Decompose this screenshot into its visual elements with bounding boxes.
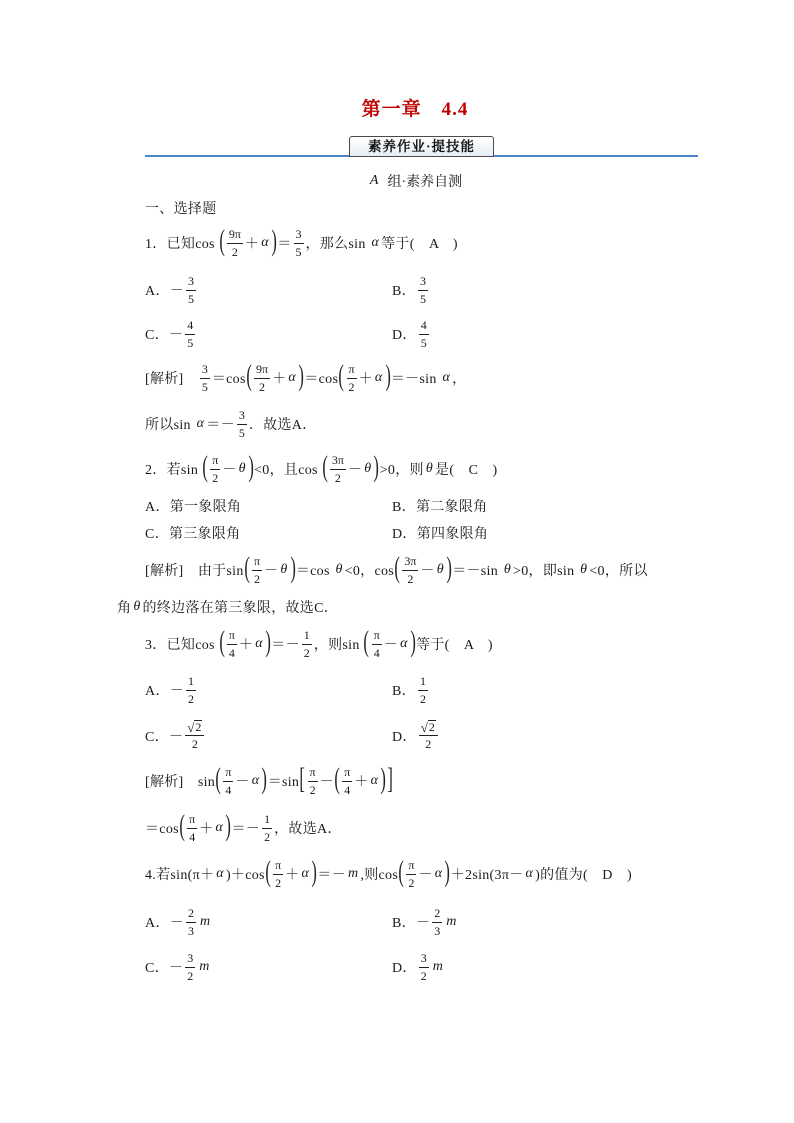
text-run: － — [235, 775, 250, 790]
math-symbol: m — [199, 959, 210, 974]
text-run: ＝－ — [206, 418, 235, 433]
fraction-numerator: 3π — [402, 554, 418, 570]
fraction — [252, 554, 262, 586]
fraction-denominator: 2 — [188, 691, 195, 706]
math-symbol: α — [255, 636, 263, 651]
text-run: ＝－sin — [452, 564, 502, 579]
text-run: ，则sin — [313, 638, 364, 653]
text-run: D． — [392, 730, 417, 745]
fraction-numerator: 2 — [432, 906, 442, 922]
fraction-denominator: 2 — [187, 968, 194, 983]
fraction — [419, 720, 438, 752]
math-symbol: α — [215, 820, 224, 835]
question-1-option-c — [145, 314, 197, 354]
fraction — [419, 951, 429, 983]
math-symbol: θ — [425, 461, 434, 476]
text-run: A．－ — [145, 284, 185, 299]
close-bracket: ) — [265, 625, 271, 658]
fraction-denominator: 2 — [303, 645, 310, 660]
question-3-analysis-line-1 — [145, 761, 393, 801]
close-bracket: ) — [225, 809, 232, 842]
fraction-numerator: 3π — [330, 453, 346, 469]
open-bracket: [ — [299, 762, 306, 795]
fraction-numerator: 3 — [418, 274, 428, 290]
fraction-numerator: π — [308, 765, 318, 781]
text-run: 角 — [117, 601, 132, 616]
math-symbol: α — [216, 866, 224, 881]
fraction — [185, 951, 195, 983]
fraction-numerator: 3 — [185, 951, 195, 967]
text-run: A．第一象限角 — [145, 500, 242, 515]
open-bracket: ( — [321, 450, 328, 483]
text-run: B．第二象限角 — [392, 500, 488, 515]
fraction — [308, 765, 318, 797]
fraction-denominator: 2 — [419, 691, 426, 706]
text-run: ＋ — [272, 372, 287, 387]
text-run: <0，cos — [344, 564, 395, 579]
math-symbol: α — [371, 235, 380, 250]
math-symbol: m — [348, 866, 359, 881]
fraction-numerator: 4 — [185, 318, 195, 334]
text-run: B． — [392, 684, 416, 699]
text-run: － — [264, 564, 279, 579]
fraction-numerator: π — [252, 554, 262, 570]
fraction-denominator: 5 — [188, 291, 195, 306]
text-run: ＋ — [285, 868, 300, 883]
math-symbol: α — [251, 773, 260, 788]
open-bracket: ( — [218, 625, 225, 658]
fraction-denominator: 2 — [254, 571, 260, 586]
text-run: [解析] — [145, 372, 198, 387]
group-letter: A — [369, 173, 379, 188]
fraction-denominator: 4 — [373, 645, 380, 660]
close-bracket: ) — [248, 450, 254, 483]
fraction-denominator: 4 — [225, 782, 232, 797]
question-3-stem — [145, 624, 493, 664]
fraction-numerator: 9π — [227, 227, 243, 243]
text-run: 是( C ) — [435, 463, 498, 478]
fraction-denominator: 2 — [259, 379, 266, 394]
text-run: ， — [452, 372, 467, 387]
question-2-option-d — [392, 513, 488, 553]
question-1-analysis-line-1 — [145, 358, 466, 398]
group-title: 组·素养自测 — [387, 175, 463, 190]
question-3-analysis-line-2 — [145, 808, 342, 848]
question-4-stem — [145, 854, 632, 894]
close-bracket: ) — [289, 551, 296, 584]
math-symbol: α — [261, 235, 269, 250]
fraction-numerator: 1 — [186, 674, 196, 690]
open-bracket: ( — [215, 762, 222, 795]
text-run: ,则cos — [360, 868, 399, 883]
text-run: ＝－ — [231, 822, 261, 837]
text-run: ＝－ — [317, 868, 346, 883]
text-run: ＝cos — [304, 372, 339, 387]
question-1-option-b — [392, 270, 430, 310]
text-run: ＝cos — [295, 564, 334, 579]
open-bracket: ( — [265, 855, 271, 888]
close-bracket: ) — [298, 359, 305, 392]
fraction — [186, 274, 196, 306]
close-bracket: ) — [261, 762, 268, 795]
fraction-numerator: 3 — [200, 362, 210, 378]
math-symbol: α — [288, 370, 297, 385]
text-run: C．－ — [145, 730, 184, 745]
section-heading: 一、选择题 — [145, 202, 217, 217]
math-symbol: θ — [580, 562, 588, 577]
open-bracket: ( — [179, 809, 185, 842]
question-3-option-d — [392, 716, 440, 756]
math-symbol: α — [400, 636, 408, 651]
fraction-denominator: 2 — [408, 875, 415, 890]
radical-sign: √ — [420, 720, 428, 736]
fraction-denominator: 5 — [201, 379, 208, 394]
close-bracket: ) — [410, 625, 416, 658]
fraction-numerator: 1 — [262, 812, 272, 828]
fraction-numerator: π — [273, 858, 283, 874]
question-3-option-b — [392, 670, 430, 710]
open-bracket: ( — [334, 762, 340, 795]
math-symbol: θ — [364, 461, 372, 476]
text-run: ，那么sin — [305, 237, 370, 252]
text-run: B．－ — [392, 916, 431, 931]
fraction-numerator: π — [223, 765, 233, 781]
fraction-numerator: π — [372, 628, 382, 644]
math-symbol: m — [446, 914, 457, 929]
fraction-denominator: 3 — [188, 923, 195, 938]
math-symbol: θ — [335, 562, 343, 577]
fraction-numerator — [419, 720, 438, 736]
math-symbol: m — [200, 914, 211, 929]
text-run: C．－ — [145, 328, 184, 343]
fraction — [294, 227, 304, 259]
fraction — [302, 628, 312, 660]
fraction-numerator: 4 — [419, 318, 429, 334]
text-run: ＝－sin — [390, 372, 441, 387]
fraction-numerator: π — [187, 812, 197, 828]
text-run: )＋cos — [225, 868, 265, 883]
math-symbol: α — [374, 370, 383, 385]
math-symbol: α — [196, 416, 205, 431]
fraction-numerator: π — [347, 362, 357, 378]
text-run: B． — [392, 284, 416, 299]
fraction-numerator: 1 — [418, 674, 428, 690]
fraction-numerator — [185, 720, 204, 736]
fraction-denominator: 5 — [420, 335, 427, 350]
fraction-denominator: 2 — [425, 737, 432, 752]
fraction — [419, 318, 429, 350]
fraction-numerator: 9π — [254, 362, 270, 378]
text-run: ，故选A． — [274, 822, 342, 837]
fraction — [185, 318, 195, 350]
open-bracket: ( — [202, 450, 208, 483]
page-title: 第一章 4.4 — [361, 99, 469, 120]
fraction — [330, 453, 346, 485]
text-run: A．－ — [145, 684, 185, 699]
question-1-option-d — [392, 314, 431, 354]
fraction-numerator: π — [406, 858, 416, 874]
fraction — [372, 628, 382, 660]
fraction-numerator: 1 — [302, 628, 312, 644]
fraction — [347, 362, 357, 394]
text-run: D． — [392, 328, 417, 343]
math-symbol: θ — [436, 562, 444, 577]
fraction-denominator: 2 — [212, 470, 219, 485]
text-run: ＋2sin(3π－ — [450, 868, 524, 883]
fraction — [200, 362, 210, 394]
close-bracket: ) — [311, 855, 318, 888]
text-run: 等于( A ) — [381, 237, 458, 252]
fraction-denominator: 5 — [419, 291, 426, 306]
fraction — [237, 408, 247, 440]
text-run: 1．已知cos — [145, 237, 219, 252]
question-4-option-c — [145, 947, 212, 987]
question-3-option-a — [145, 670, 198, 710]
text-run: 3．已知cos — [145, 638, 219, 653]
fraction — [185, 720, 204, 752]
text-run: ＋ — [238, 638, 254, 653]
fraction — [227, 227, 243, 259]
fraction — [432, 906, 442, 938]
math-symbol: θ — [238, 461, 246, 476]
open-bracket: ( — [363, 625, 370, 658]
math-symbol: α — [301, 866, 310, 881]
group-heading — [145, 170, 685, 192]
text-run: ＝ — [277, 237, 292, 252]
fraction — [418, 274, 428, 306]
open-bracket: ( — [398, 855, 405, 888]
fraction-denominator: 2 — [264, 829, 271, 844]
question-2-analysis-line-2 — [117, 587, 338, 627]
fraction-denominator: 2 — [191, 737, 198, 752]
fraction-denominator: 4 — [189, 829, 196, 844]
text-run: － — [319, 775, 334, 790]
text-run: >0，即sin — [513, 564, 579, 579]
text-run: 所以sin — [145, 418, 195, 433]
text-run: D．第四象限角 — [392, 527, 489, 542]
math-symbol: α — [434, 866, 443, 881]
section-banner: 素养作业·提技能 — [349, 136, 494, 157]
open-bracket: ( — [246, 359, 252, 392]
close-bracket: ) — [373, 450, 380, 483]
fraction-denominator: 3 — [434, 923, 441, 938]
fraction — [186, 674, 196, 706]
question-2-analysis-line-1 — [145, 550, 648, 590]
fraction-denominator: 2 — [407, 571, 414, 586]
fraction-denominator: 2 — [275, 875, 282, 890]
math-symbol: θ — [280, 562, 288, 577]
question-4-option-a — [145, 902, 212, 942]
question-2-stem — [145, 449, 498, 489]
text-run: － — [383, 638, 399, 653]
open-bracket: ( — [218, 224, 225, 257]
radicand: 2 — [428, 720, 435, 735]
text-run: >0，则 — [379, 463, 424, 478]
close-bracket: ) — [271, 224, 277, 257]
close-bracket: ] — [386, 762, 393, 795]
fraction-numerator: π — [342, 765, 352, 781]
fraction — [402, 554, 418, 586]
question-1-option-a — [145, 270, 198, 310]
text-run: <0，所以 — [589, 564, 648, 579]
math-symbol: θ — [503, 562, 512, 577]
question-1-stem — [145, 223, 458, 263]
text-run: ＋ — [199, 822, 214, 837]
fraction-numerator: 3 — [294, 227, 304, 243]
close-bracket: ) — [446, 551, 452, 584]
close-bracket: ) — [380, 762, 387, 795]
text-run: ＋ — [354, 775, 369, 790]
fraction — [273, 858, 283, 890]
question-4-option-b — [392, 902, 459, 942]
text-run: ＋ — [358, 372, 373, 387]
fraction-denominator: 5 — [187, 335, 194, 350]
question-2-option-c — [145, 513, 240, 553]
fraction-numerator: 3 — [237, 408, 247, 424]
fraction — [406, 858, 416, 890]
fraction-denominator: 4 — [344, 782, 351, 797]
close-bracket: ) — [444, 855, 451, 888]
text-run: [解析] sin — [145, 775, 216, 790]
text-run: － — [420, 564, 435, 579]
fraction-numerator: π — [210, 453, 220, 469]
text-run: ＝cos — [145, 822, 179, 837]
text-run: ＝sin — [267, 775, 300, 790]
fraction — [227, 628, 237, 660]
text-run: <0，且cos — [254, 463, 322, 478]
text-run: C．第三象限角 — [145, 527, 241, 542]
text-run: ＝－ — [271, 638, 300, 653]
text-run: － — [418, 868, 433, 883]
fraction — [418, 674, 428, 706]
text-run: ．故选A． — [248, 418, 317, 433]
open-bracket: ( — [394, 551, 401, 584]
fraction — [186, 906, 196, 938]
math-symbol: α — [442, 370, 451, 385]
question-1-analysis-line-2 — [145, 404, 317, 444]
fraction — [254, 362, 270, 394]
fraction-numerator: π — [227, 628, 237, 644]
fraction-denominator: 2 — [334, 470, 341, 485]
open-bracket: ( — [243, 551, 250, 584]
text-run: C．－ — [145, 961, 184, 976]
fraction-numerator: 2 — [186, 906, 196, 922]
fraction — [342, 765, 352, 797]
math-symbol: θ — [133, 599, 141, 614]
text-run: [解析] 由于sin — [145, 564, 244, 579]
math-symbol: m — [432, 959, 444, 974]
radical-sign: √ — [187, 720, 195, 736]
fraction-denominator: 2 — [348, 379, 355, 394]
radicand: 2 — [195, 720, 202, 735]
fraction — [187, 812, 197, 844]
fraction-denominator: 5 — [238, 425, 245, 440]
text-run: ＋ — [244, 237, 260, 252]
fraction-numerator: 3 — [419, 951, 429, 967]
text-run: － — [347, 463, 363, 478]
fraction-denominator: 2 — [420, 968, 427, 983]
text-run: A．－ — [145, 916, 185, 931]
math-symbol: α — [525, 866, 534, 881]
fraction-denominator: 4 — [228, 645, 235, 660]
text-run: 的终边落在第三象限，故选C． — [142, 601, 339, 616]
text-run: 4.若sin(π＋ — [145, 868, 215, 883]
text-run: D． — [392, 961, 417, 976]
text-run: 等于( A ) — [416, 638, 493, 653]
text-run: － — [222, 463, 237, 478]
close-bracket: ) — [384, 359, 391, 392]
fraction-numerator: 3 — [186, 274, 196, 290]
fraction-denominator: 2 — [309, 782, 316, 797]
open-bracket: ( — [338, 359, 345, 392]
fraction-denominator: 2 — [231, 244, 238, 259]
text-run: )的值为( D ) — [535, 868, 632, 883]
text-run: ＝cos — [211, 372, 246, 387]
question-3-option-c — [145, 716, 206, 756]
fraction-denominator: 5 — [295, 244, 302, 259]
math-symbol: α — [370, 773, 379, 788]
fraction — [262, 812, 272, 844]
question-4-option-d — [392, 947, 445, 987]
text-run: 2．若sin — [145, 463, 202, 478]
fraction — [223, 765, 233, 797]
fraction — [210, 453, 220, 485]
